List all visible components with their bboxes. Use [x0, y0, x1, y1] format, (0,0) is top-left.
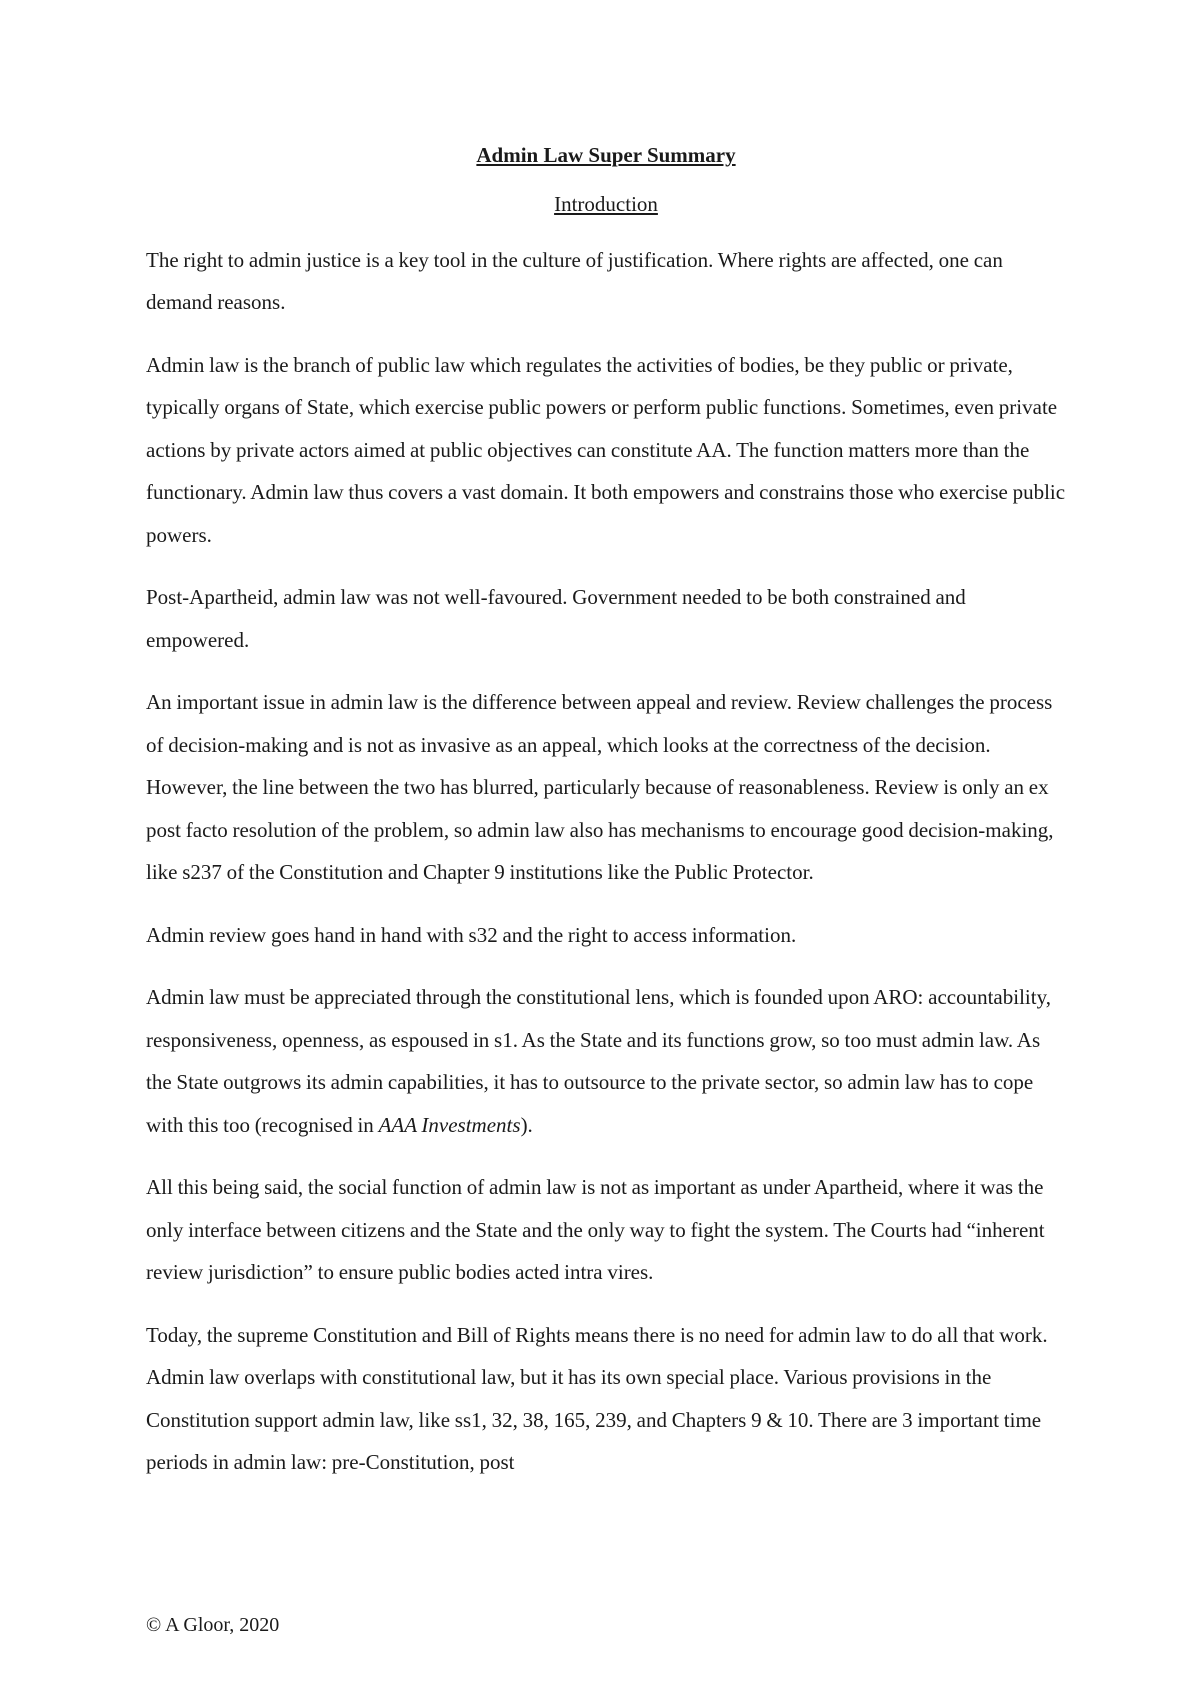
- paragraph-constitutional-lens: [146, 976, 1066, 1146]
- paragraph-social-function: All this being said, the social function of admin law is not as important as under Apartheid, where it was the only interface between citizens and the State and the only way to fight the system. The Courts had “inherent review jurisdiction” to ensure public bodies acted intra vires.: [146, 1175, 1045, 1285]
- paragraph-access-information: Admin review goes hand in hand with s32 and the right to access information.: [146, 922, 797, 947]
- paragraph-admin-law-definition: Admin law is the branch of public law which regulates the activities of bodies, be they public or private, typically organs of State, which exercise public powers or perform public functions. Sometimes, even private actions by private actors aimed at public objectives can constitute AA. The function matters more than the functionary. Admin law thus covers a vast domain. It both empowers and constrains those who exercise public powers.: [146, 352, 1066, 547]
- paragraph-appeal-vs-review: An important issue in admin law is the difference between appeal and review. Review challenges the process of decision-making and is not as invasive as an appeal, which looks at the correctness of the decision. However, the line between the two has blurred, particularly because of reasonableness. Review is only an ex post facto resolution of the problem, so admin law also has mechanisms to encourage good decision-making, like s237 of the Constitution and Chapter 9 institutions like the Public Protector.: [146, 690, 1054, 885]
- case-name-aaa-investments: AAA Investments: [378, 1112, 521, 1137]
- page-footer-copyright: © A Gloor, 2020: [146, 1614, 280, 1636]
- paragraph-supreme-constitution: Today, the supreme Constitution and Bill of Rights means there is no need for admin law to do all that work. Admin law overlaps with constitutional law, but it has its own special place. Various provisions in the Constitution support admin law, like ss1, 32, 38, 165, 239, and Chapters 9 & 10. There are 3 important time periods in admin law: pre-Constitution, post: [146, 1322, 1048, 1475]
- paragraph-right-to-admin-justice: The right to admin justice is a key tool in the culture of justification. Where rights are affected, one can demand reasons.: [146, 247, 1003, 315]
- document-title: Admin Law Super Summary: [476, 143, 736, 167]
- paragraph-text-end: ).: [520, 1112, 533, 1137]
- section-heading-introduction: Introduction: [554, 192, 658, 217]
- document-body: [146, 142, 1066, 1484]
- paragraph-post-apartheid: Post-Apartheid, admin law was not well-favoured. Government needed to be both constrained and empowered.: [146, 585, 966, 652]
- paragraph-text: Admin law must be appreciated through the constitutional lens, which is founded upon ARO: accountability, responsiveness, openness, as espoused in s1. As the State and its functions grow, so too must admin law. As the State outgrows its admin capabilities, it has to outsource to the private sector, so admin law has to cope with this too (recognised in: [146, 985, 1051, 1137]
